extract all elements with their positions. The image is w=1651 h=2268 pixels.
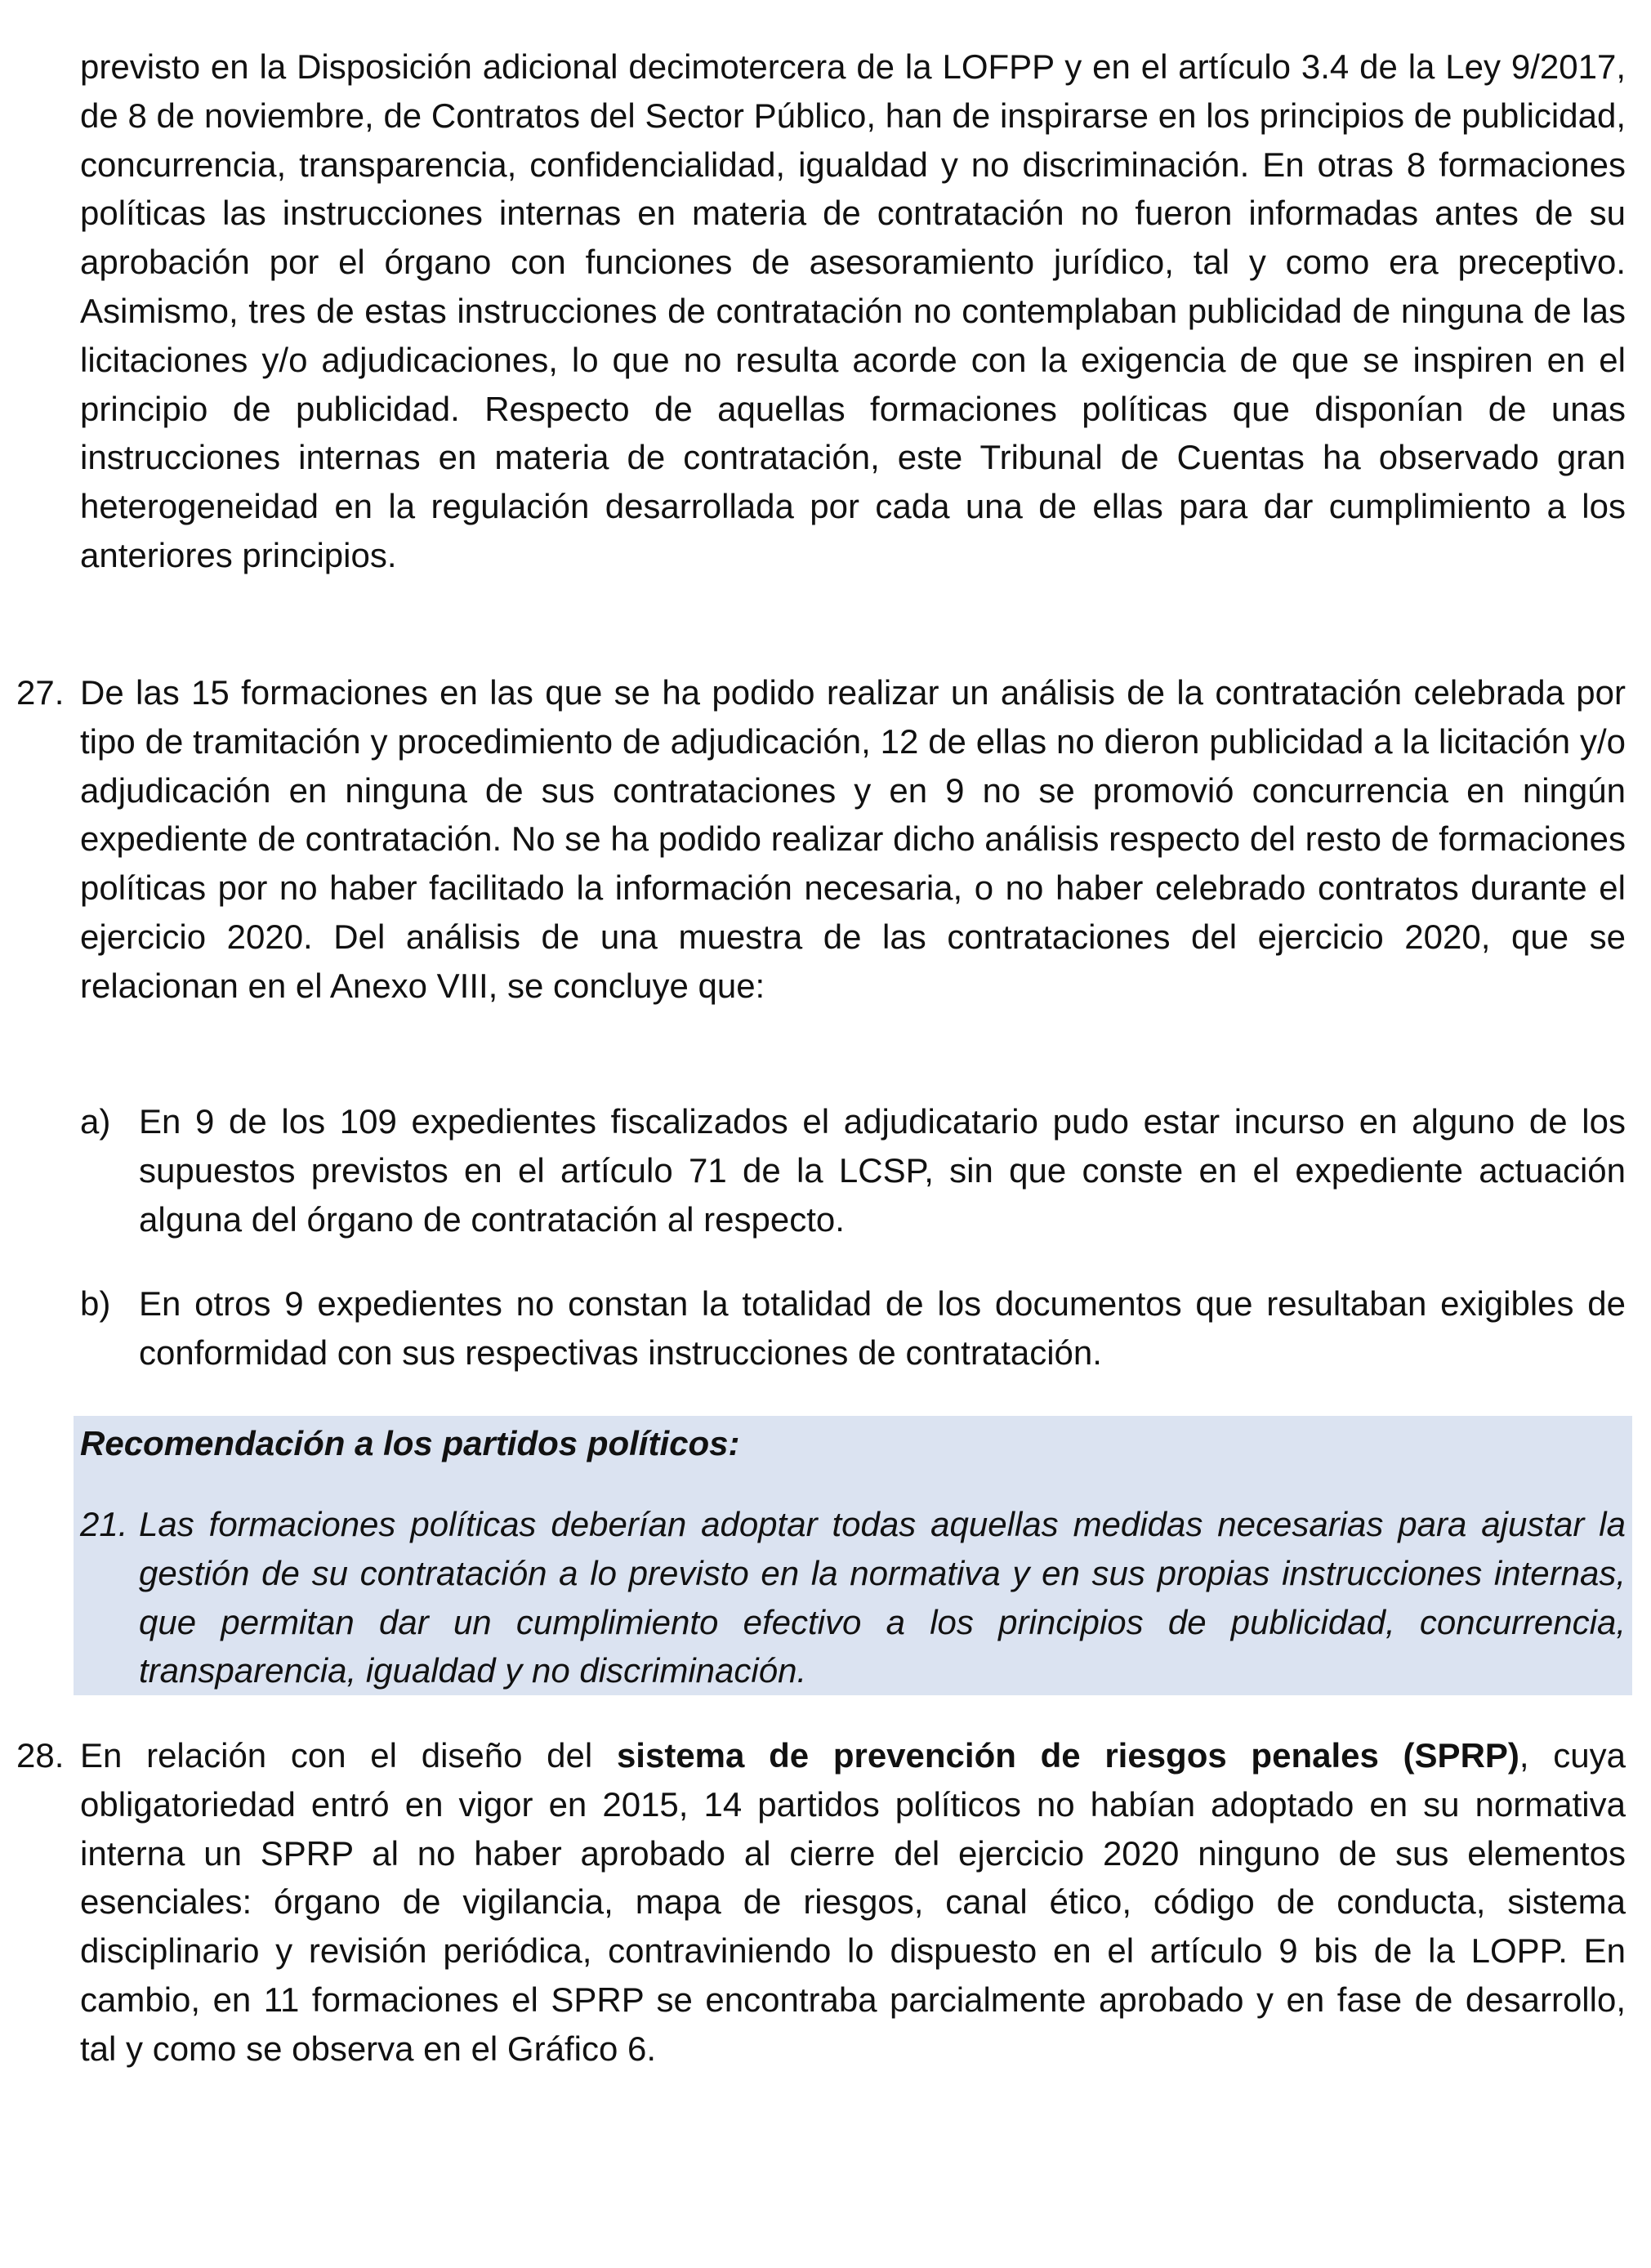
paragraph-27-text: De las 15 formaciones en las que se ha podido realizar un análisis de la contratación celebrada por tipo de tramitación y procedimiento de adjudicación, 12 de ellas no dieron publicidad a la licitación y/o adjudicación en ninguna de sus contrataciones y en 9 no se promovió concurrencia en ningún expediente de contratación. No se ha podido realizar dicho análisis respecto del resto de formaciones políticas por no haber facilitado la información necesaria, o no haber celebrado contratos durante el ejercicio 2020. Del análisis de una muestra de las contrataciones del ejercicio 2020, que se relacionan en el Anexo VIII, se concluye que: [80, 673, 1626, 1005]
paragraph-27-number: 27. [16, 673, 65, 712]
recommendation-text: Las formaciones políticas deberían adoptar todas aquellas medidas necesarias para ajustar la gestión de su contratación a lo previsto en la normativa y en sus propias instrucciones internas, que permitan dar un cumplimiento efectivo a los principios de publicidad, concurrencia, transparencia, igualdad y no discriminación. [139, 1505, 1626, 1690]
list-item-a-text: En 9 de los 109 expedientes fiscalizados el adjudicatario pudo estar incurso en alguno de los supuestos previstos en el artículo 71 de la LCSP, sin que conste en el expediente actuación alguna del órgano de contratación al respecto. [139, 1102, 1626, 1239]
recommendation-title: Recomendación a los partidos políticos: [80, 1424, 740, 1462]
paragraph-28-text [80, 1731, 1626, 2074]
list-item-a-letter: a) [80, 1102, 111, 1141]
paragraph-28-number: 28. [16, 1736, 65, 1775]
recommendation-number: 21. [80, 1505, 128, 1543]
paragraph-28-text-before: En relación con el diseño del [80, 1736, 617, 1775]
list-item-b-letter: b) [80, 1284, 111, 1323]
intro-paragraph: previsto en la Disposición adicional decimotercera de la LOFPP y en el artículo 3.4 de la Ley 9/2017, de 8 de noviembre, de Contratos del Sector Público, han de inspirarse en los principios de publicidad, concurrencia, transparencia, confidencialidad, igualdad y no discriminación. En otras 8 formaciones políticas las instrucciones internas en materia de contratación no fueron informadas antes de su aprobación por el órgano con funciones de asesoramiento jurídico, tal y como era preceptivo. Asimismo, tres de estas instrucciones de contratación no contemplaban publicidad de ninguna de las licitaciones y/o adjudicaciones, lo que no resulta acorde con la exigencia de que se inspiren en el principio de publicidad. Respecto de aquellas formaciones políticas que disponían de unas instrucciones internas en materia de contratación, este Tribunal de Cuentas ha observado gran heterogeneidad en la regulación desarrollada por cada una de ellas para dar cumplimiento a los anteriores principios. [80, 47, 1626, 574]
list-item-b-text: En otros 9 expedientes no constan la totalidad de los documentos que resultaban exigibles de conformidad con sus respectivas instrucciones de contratación. [139, 1284, 1626, 1372]
paragraph-28-text-after: , cuya obligatoriedad entró en vigor en 2015, 14 partidos políticos no habían adoptado en su normativa interna un SPRP al no haber aprobado al cierre del ejercicio 2020 ninguno de sus elementos esenciales: órgano de vigilancia, mapa de riesgos, canal ético, código de conducta, sistema disciplinario y revisión periódica, contraviniendo lo dispuesto en el artículo 9 bis de la LOPP. En cambio, en 11 formaciones el SPRP se encontraba parcialmente aprobado y en fase de desarrollo, tal y como se observa en el Gráfico 6. [80, 1736, 1626, 2068]
sprp-bold-term: sistema de prevención de riesgos penales (SPRP) [616, 1736, 1519, 1775]
